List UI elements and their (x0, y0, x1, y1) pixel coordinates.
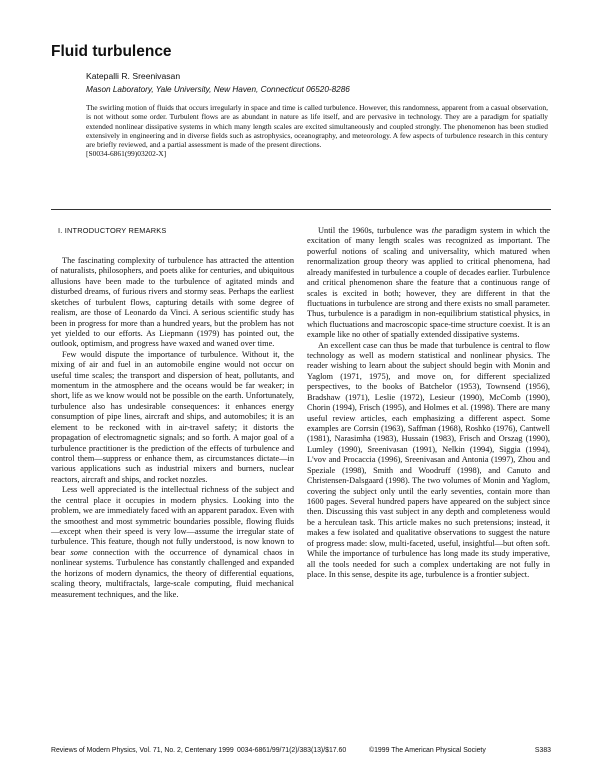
abstract (86, 103, 548, 159)
paragraph (307, 226, 550, 341)
paragraph: The fascinating complexity of turbulence has attracted the attention of naturalists, philosophers, and poets alike for centuries, and ubiquitous allusions have been made to the turbulence of agitated minds and disturbed dreams, of furious rivers and stormy seas. Perhaps the earliest sketches of turbulent flows, capturing details with some degree of realism, are those of Leonardo da Vinci. A serious scientific study has been in progress for more than a hundred years, but the problem has not yet yielded to our efforts. As Liepmann (1979) has pointed out, the outlook, optimism, and progress have waxed and waned over time. (51, 256, 294, 349)
footer-code: 0034-6861/99/71(2)/383(13)/$17.60 (237, 747, 347, 754)
paragraph: Few would dispute the importance of turbulence. Without it, the mixing of air and fuel in an automobile engine would not occur on useful time scales; the transport and dispersion of heat, pollutants, and momentum in the atmosphere and the oceans would be far weaker; in short, life as we know would not be possible on the earth. Unfortunately, turbulence also has undesirable consequences: it enhances energy consumption of pipe lines, aircraft and ships, and automobiles; it is an element to be reckoned with in air-travel safety; it distorts the propagation of electromagnetic signals; and so forth. A major goal of a turbulence practitioner is the prediction of the effects of turbulence and control them—suppress or enhance them, as circumstances dictate—in various applications such as industrial mixers and burners, nuclear reactors, aircraft and ships, and rocket nozzles. (51, 349, 294, 484)
right-column (307, 226, 550, 580)
section-heading: I. INTRODUCTORY REMARKS (58, 226, 167, 235)
paragraph-text: paradigm system in which the excitation of many length scales was recognized as important. The powerful notions of scaling and universality, which matured when renormalization group theory was applied to critical phenomena, had already manifested in turbulence a couple of decades earlier. Turbulence and critical phenomenon share the feature that a continuous range of scales is excited in both; however, they are different in that the fluctuations in turbulence are strong and there exists no small parameter. Thus, turbulence is a paradigm in non-equilibrium statistical physics, in which fluctuations and macroscopic space-time structure coexist. It is an example like no other of spatially extended dissipative systems. (307, 226, 550, 340)
emphasis: the (431, 226, 442, 235)
footer-journal: Reviews of Modern Physics, Vol. 71, No. 2, Centenary 1999 (51, 747, 234, 754)
article-title: Fluid turbulence (51, 43, 172, 60)
abstract-code: [S0034-6861(99)03202-X] (86, 149, 167, 159)
section-divider (51, 209, 551, 210)
author-name: Katepalli R. Sreenivasan (86, 71, 181, 81)
footer-copyright: ©1999 The American Physical Society (369, 747, 486, 754)
paragraph (51, 485, 294, 600)
paragraph-text: Less well appreciated is the intellectual richness of the subject and the central place it occupies in modern physics. Looking into the problem, we are immediately faced with an apparent paradox. Even with the smoothest and most symmetric boundaries possible, flowing fluids—except when their speed is very low—assume the irregular state of turbulence. This feature, though not fully understood, is now known to bear (51, 485, 294, 557)
author-affiliation: Mason Laboratory, Yale University, New Haven, Connecticut 06520-8286 (86, 85, 350, 94)
emphasis: some (70, 547, 88, 557)
left-column (51, 226, 294, 600)
paragraph: An excellent case can thus be made that turbulence is central to flow technology as well as modern statistical and nonlinear physics. The reader wishing to learn about the subject should begin with Monin and Yaglom (1971, 1975), and move on, for different specialized perspectives, to the books of Batchelor (1953), Townsend (1956), Bradshaw (1971), Leslie (1972), Lesieur (1990), McComb (1990), Chorin (1994), Frisch (1995), and Holmes et al. (1998). There are many useful review articles, each emphasizing a different aspect. Some examples are Corrsin (1963), Saffman (1968), Roshko (1976), Cantwell (1981), Narasimha (1983), Hussain (1983), Frisch and Orszag (1990), Lumley (1990), Sreenivasan (1991), Nelkin (1994), Siggia (1994), L'vov and Procaccia (1996), Sreenivasan and Antonia (1997), Zhou and Speziale (1998), Smith and Woodruff (1998), and Canuto and Christensen-Dalsgaard (1998). The two volumes of Monin and Yaglom, covering the subject only until the early seventies, contain more than 1600 pages. Several hundred papers have appeared on the subject since then. Discussing this vast subject in any depth and completeness would be a herculean task. This article makes no such pretensions; instead, it makes a few isolated and qualitative observations to suggest the nature of progress made: slow, multi-faceted, useful, insightful—but often soft. While the importance of turbulence has long made its study imperative, all the tools needed for such a complex undertaking are not fully in place. In this sense, despite its age, turbulence is a frontier subject. (307, 340, 550, 579)
page-number: S383 (534, 747, 551, 754)
paragraph-text: connection with the occurrence of dynamical chaos in nonlinear systems. Turbulence has constantly challenged and expanded the horizons of modern dynamics, the theory of differential equations, scaling theory, multifractals, large-scale computing, fluid mechanical measurement techniques, and the like. (51, 547, 294, 599)
paragraph-text: Until the 1960s, turbulence was (318, 226, 432, 235)
abstract-text: The swirling motion of fluids that occurs irregularly in space and time is called turbulence. However, this randomness, apparent from a casual observation, is not without some order. Turbulent flows are as abundant in nature as life itself, and are pervasive in technology. They are a paradigm for spatially extended nonlinear dissipative systems in which many length scales are excited simultaneously and coupled strongly. The phenomenon has been studied extensively in engineering and in diverse fields such as astrophysics, oceanography, and meteorology. A few aspects of turbulence research in this century are briefly reviewed, and a partial assessment is made of the present directions. (86, 103, 548, 149)
page-footer (51, 747, 551, 758)
